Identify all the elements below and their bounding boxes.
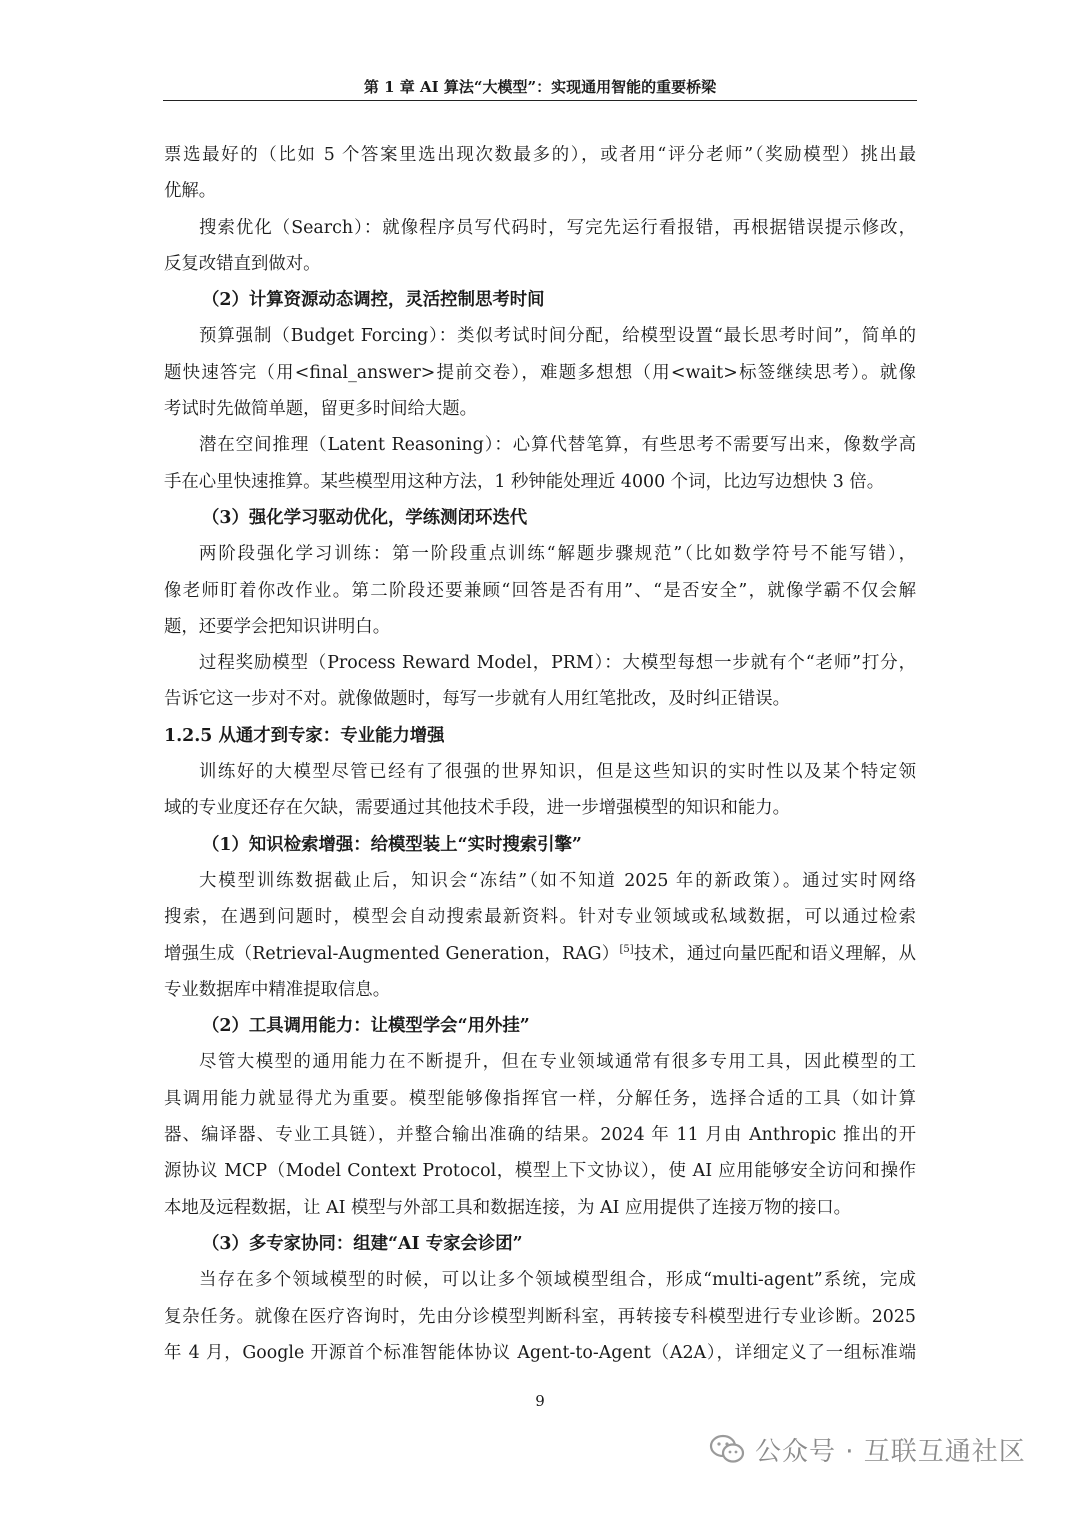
body-line: 复杂任务。就像在医疗咨询时，先由分诊模型判断科室，再转接专科模型进行专业诊断。2025 <box>164 1306 916 1327</box>
citation-ref: [5] <box>619 943 634 955</box>
body-line: 训练好的大模型尽管已经有了很强的世界知识，但是这些知识的实时性以及某个特定领 <box>199 762 916 783</box>
body-line: 手在心里快速推算。某些模型用这种方法，1 秒钟能处理近 4000 个词，比边写边想快 3 倍。 <box>164 471 885 492</box>
body-line: 搜索，在遇到问题时，模型会自动搜索最新资料。针对专业领域或私域数据，可以通过检索 <box>164 907 916 928</box>
body-line: 器、编译器、专业工具链），并整合输出准确的结果。2024 年 11 月由 Anthropic 推出的开 <box>164 1125 916 1146</box>
body-line: 年 4 月，Google 开源首个标准智能体协议 Agent-to-Agent（A2A），详细定义了一组标准端 <box>164 1342 916 1363</box>
page-number: 9 <box>535 1392 545 1410</box>
running-header: 第 1 章 AI 算法“大模型”：实现通用智能的重要桥梁 <box>163 74 917 101</box>
subsection-heading: （3）强化学习驱动优化，学练测闭环迭代 <box>202 507 528 528</box>
page-body <box>164 137 916 1371</box>
body-line: 过程奖励模型（Process Reward Model，PRM）：大模型每想一步就有个“老师”打分， <box>199 653 916 674</box>
subsection-heading: （2）工具调用能力：让模型学会“用外挂” <box>202 1016 530 1037</box>
body-line: 大模型训练数据截止后，知识会“冻结”（如不知道 2025 年的新政策）。通过实时网络 <box>199 870 916 891</box>
watermark <box>709 1427 1026 1471</box>
body-line: 两阶段强化学习训练：第一阶段重点训练“解题步骤规范”（比如数学符号不能写错）， <box>199 544 916 565</box>
body-line: 当存在多个领域模型的时候，可以让多个领域模型组合，形成“multi-agent”系统，完成 <box>199 1270 916 1291</box>
body-line: 本地及远程数据，让 AI 模型与外部工具和数据连接，为 AI 应用提供了连接万物的接口。 <box>164 1197 852 1218</box>
body-line: 专业数据库中精准提取信息。 <box>164 979 391 1000</box>
subsection-heading: （3）多专家协同：组建“AI 专家会诊团” <box>202 1233 523 1254</box>
line-text: 技术，通过向量匹配和语义理解，从 <box>633 943 916 964</box>
body-line: 票选最好的（比如 5 个答案里选出现次数最多的），或者用“评分老师”（奖励模型）挑出最 <box>164 145 916 165</box>
body-line: 尽管大模型的通用能力在不断提升，但在专业领域通常有很多专用工具，因此模型的工 <box>199 1052 916 1073</box>
section-heading: 1.2.5 从通才到专家：专业能力增强 <box>164 725 445 746</box>
body-line: 搜索优化（Search）：就像程序员写代码时，写完先运行看报错，再根据错误提示修改， <box>199 217 916 238</box>
subsection-heading: （2）计算资源动态调控，灵活控制思考时间 <box>202 290 545 311</box>
body-line-with-citation <box>164 936 916 972</box>
body-line: 优解。 <box>164 181 217 202</box>
body-line: 题，还要学会把知识讲明白。 <box>164 616 391 637</box>
watermark-text: 公众号 · 互联互通社区 <box>755 1436 1026 1467</box>
body-line: 预算强制（Budget Forcing）：类似考试时间分配，给模型设置“最长思考时间”，简单的 <box>199 326 916 347</box>
wechat-icon <box>709 1433 745 1465</box>
body-line: 源协议 MCP（Model Context Protocol，模型上下文协议），使 AI 应用能够安全访问和操作 <box>164 1161 916 1182</box>
body-line: 潜在空间推理（Latent Reasoning）：心算代替笔算，有些思考不需要写出来，像数学高 <box>199 435 916 456</box>
body-line: 反复改错直到做对。 <box>164 253 321 274</box>
body-line: 域的专业度还存在欠缺，需要通过其他技术手段，进一步增强模型的知识和能力。 <box>164 798 791 819</box>
subsection-heading: （1）知识检索增强：给模型装上“实时搜索引擎” <box>202 834 582 855</box>
line-text: 增强生成（Retrieval-Augmented Generation，RAG） <box>164 943 620 964</box>
body-line: 告诉它这一步对不对。就像做题时，每写一步就有人用红笔批改，及时纠正错误。 <box>164 689 791 710</box>
body-line: 像老师盯着你改作业。第二阶段还要兼顾“回答是否有用”、“是否安全”，就像学霸不仅会解 <box>164 580 916 601</box>
body-line: 考试时先做简单题，留更多时间给大题。 <box>164 399 478 420</box>
body-line: 具调用能力就显得尤为重要。模型能够像指挥官一样，分解任务，选择合适的工具（如计算 <box>164 1088 916 1109</box>
body-line: 题快速答完（用<final_answer>提前交卷），难题多想想（用<wait>标签继续思考）。就像 <box>164 362 916 383</box>
